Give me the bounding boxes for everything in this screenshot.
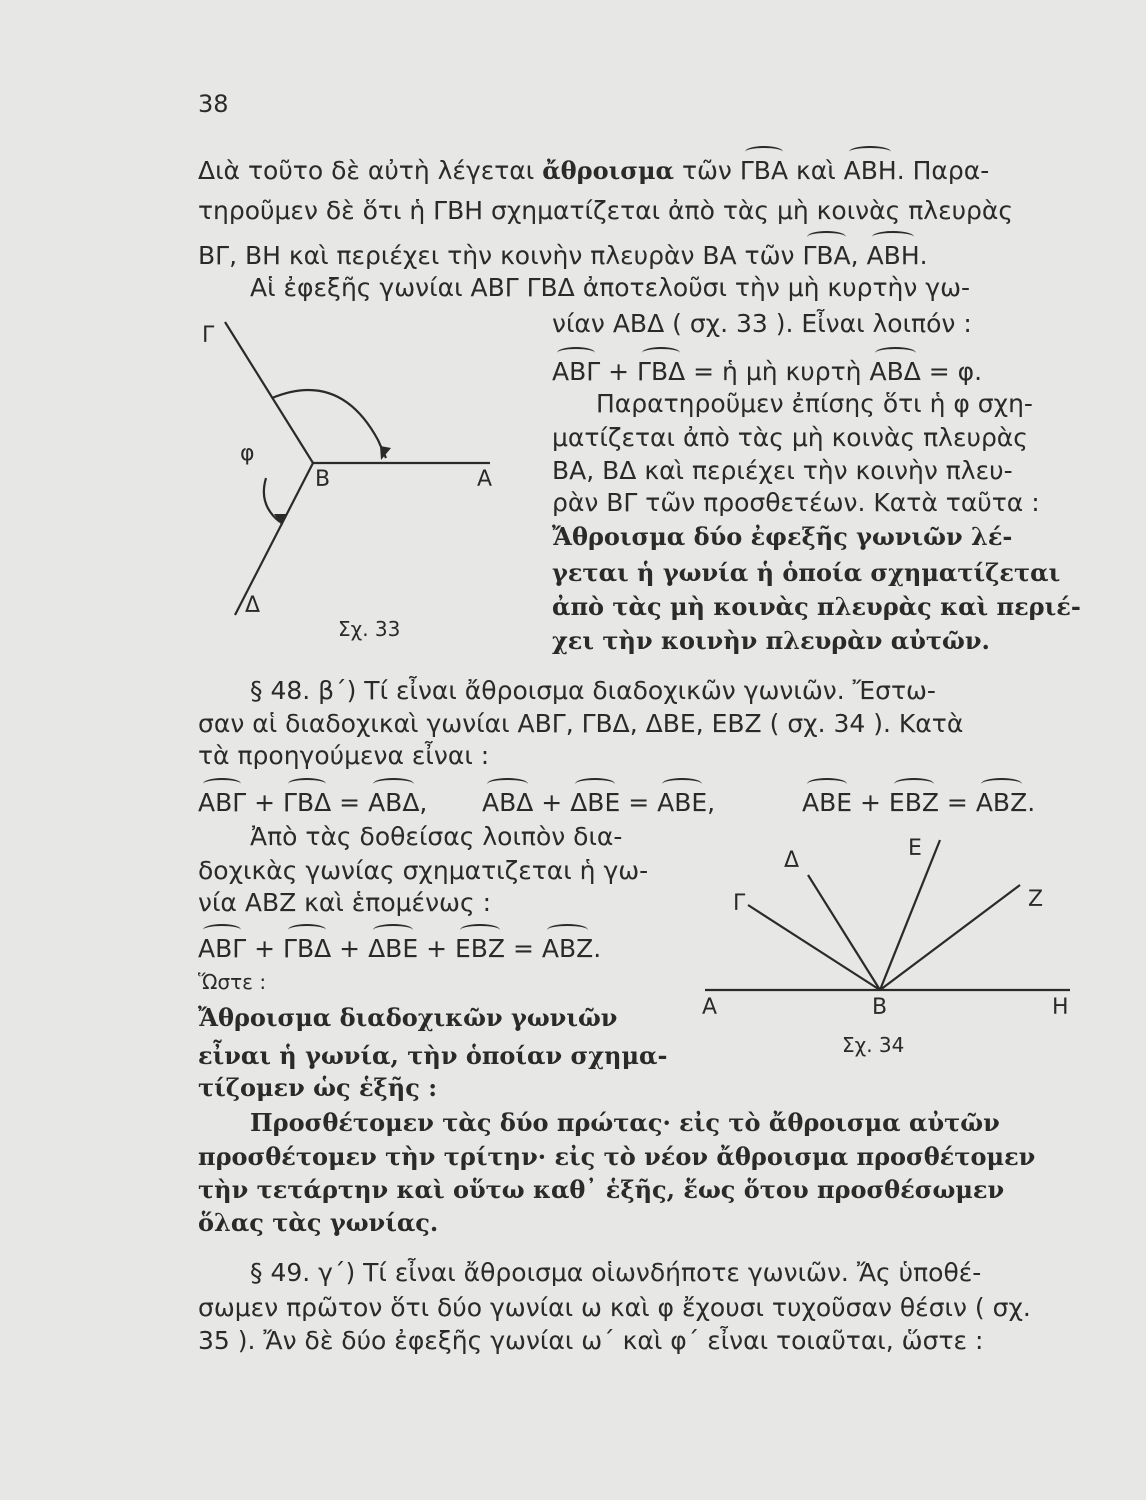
fig34-label-h: Η (1052, 995, 1069, 1020)
text-run: Διὰ τοῦτο δὲ αὐτὴ λέγεται (198, 156, 543, 185)
angle-abz: ΑΒΖ (975, 788, 1028, 817)
section-49-line-3: 35 ). Ἄν δὲ δύο ἐφεξῆς γωνίαι ω΄ καὶ φ΄ εἶναι τοιαῦται, ὥστε : (198, 1326, 984, 1355)
text-run: + (533, 788, 571, 817)
text-run: + (246, 788, 284, 817)
definition-2-line-7: ὅλας τὰς γωνίας. (198, 1208, 439, 1237)
angle-gbd: ΓΒΔ (283, 788, 332, 817)
fig33-label-a: Α (477, 467, 493, 492)
angle-abg: ΑΒΓ (552, 357, 601, 386)
text-run: , (707, 788, 716, 817)
text-run: + (852, 788, 889, 817)
angle-gbd: ΓΒΔ (637, 357, 686, 386)
section-49-line-1: § 49. γ΄) Τί εἶναι ἄθροισμα οἱωνδήποτε γωνιῶν. Ἄς ὑποθέ- (250, 1258, 982, 1287)
text-run: = (620, 788, 658, 817)
fig33-label-phi: φ (240, 441, 255, 466)
paragraph-1-line-1 (198, 155, 989, 187)
text-run: + (600, 357, 638, 386)
text-run: , (419, 788, 428, 817)
section-49-line-2: σωμεν πρῶτον ὅτι δύο γωνίαι ω καὶ φ ἔχουσι τυχοῦσαν θέσιν ( σχ. (198, 1293, 1031, 1322)
section-48-line-3: τὰ προηγούμενα εἶναι : (198, 741, 490, 770)
definition-1-line-1: Ἄθροισμα δύο ἐφεξῆς γωνιῶν λέ- (552, 522, 1013, 551)
section-48-line-2: σαν αἱ διαδοχικαὶ γωνίαι ΑΒΓ, ΓΒΔ, ΔΒΕ, ΕΒΖ ( σχ. 34 ). Κατὰ (198, 709, 964, 738)
equation-3 (802, 787, 1035, 819)
definition-1-line-2: γεται ἡ γωνία ἡ ὁποία σχηματίζεται (552, 558, 1061, 587)
fig33-label-b: Β (315, 467, 331, 492)
fig34-label-delta: Δ (784, 848, 800, 873)
fig34-label-a: Α (702, 995, 718, 1020)
fig34-caption: Σχ. 34 (842, 1033, 905, 1057)
fig34-label-e: Ε (908, 836, 922, 861)
text-run: καὶ (788, 156, 844, 185)
text-run: = φ. (920, 357, 983, 386)
definition-1-line-3: ἀπὸ τὰς μὴ κοινὰς πλευρὰς καὶ περιέ- (552, 592, 1081, 621)
fig34-label-b: Β (872, 995, 888, 1020)
angle-abg: ΑΒΓ (198, 788, 247, 817)
equation-1 (198, 787, 427, 819)
fig34-label-z: Ζ (1028, 887, 1044, 912)
formula-phi (552, 356, 982, 388)
angle-abz: ΑΒΖ (541, 934, 594, 963)
angle-abe: ΑΒΕ (657, 788, 708, 817)
angle-gba: ΓΒΑ (739, 156, 789, 185)
figure-33 (190, 300, 510, 740)
angle-gbd: ΓΒΔ (283, 934, 332, 963)
text-run: + (331, 934, 369, 963)
angle-abh: ΑΒΗ (866, 241, 920, 270)
definition-2-line-4: Προσθέτομεν τὰς δύο πρώτας· εἰς τὸ ἄθροισμα αὐτῶν (250, 1108, 1000, 1137)
figure-34 (700, 830, 1100, 1070)
fig33-label-gamma: Γ (202, 323, 215, 348)
section-48-line-9: Ὥστε : (198, 970, 267, 994)
paragraph-2-line-7: ρὰν ΒΓ τῶν προσθετέων. Κατὰ ταῦτα : (552, 488, 1040, 517)
text-run: = ἡ μὴ κυρτὴ (685, 357, 870, 386)
fig33-caption: Σχ. 33 (338, 617, 401, 641)
text-run: . (919, 241, 928, 270)
paragraph-1-line-2: τηροῦμεν δὲ ὅτι ἡ ΓΒΗ σχηματίζεται ἀπὸ τὰς μὴ κοινὰς πλευρὰς (198, 196, 1014, 225)
angle-abh: ΑΒΗ (843, 156, 897, 185)
definition-2-line-5: προσθέτομεν τὴν τρίτην· εἰς τὸ νέον ἄθροισμα προσθέτομεν (198, 1142, 1036, 1171)
angle-abe: ΑΒΕ (802, 788, 853, 817)
section-48-line-7: νία ΑΒΖ καὶ ἑπομένως : (198, 888, 492, 917)
text-run: τῶν (674, 156, 740, 185)
text-run: . (1027, 788, 1036, 817)
equation-4 (198, 933, 601, 965)
fig33-label-delta: Δ (245, 593, 261, 618)
angle-dbe: ΔΒΕ (570, 788, 621, 817)
angle-gba: ΓΒΑ (802, 241, 851, 270)
definition-2-line-2: εἶναι ἡ γωνία, τὴν ὁποίαν σχημα- (198, 1041, 668, 1070)
section-48-line-1: § 48. β΄) Τί εἶναι ἄθροισμα διαδοχικῶν γωνιῶν. Ἔστω- (250, 676, 936, 705)
angle-abd: ΑΒΔ (869, 357, 921, 386)
section-48-line-6: δοχικὰς γωνίας σχηματιζεται ἡ γω- (198, 856, 649, 885)
text-run: . (593, 934, 602, 963)
text-run: = (331, 788, 369, 817)
text-run: + (418, 934, 455, 963)
ray-bg (225, 322, 313, 463)
angle-ebz: ΕΒΖ (454, 934, 506, 963)
definition-2-line-6: τὴν τετάρτην καὶ οὕτω καθ᾽ ἑξῆς, ἕως ὅτου προσθέσωμεν (198, 1175, 1005, 1204)
section-48-line-5: Ἀπὸ τὰς δοθείσας λοιπὸν δια- (250, 822, 623, 851)
text-run: , (850, 241, 867, 270)
definition-2-line-3: τίζομεν ὡς ἑξῆς : (198, 1073, 438, 1102)
paragraph-2-line-1: Αἱ ἐφεξῆς γωνίαι ΑΒΓ ΓΒΔ ἀποτελοῦσι τὴν μὴ κυρτὴν γω- (250, 273, 971, 302)
text-run: + (246, 934, 284, 963)
paragraph-2-line-5: ματίζεται ἀπὸ τὰς μὴ κοινὰς πλευρὰς (552, 423, 1028, 452)
term-athroisma: ἄθροισμα (542, 156, 674, 185)
equation-2 (482, 787, 715, 819)
angle-abg: ΑΒΓ (198, 934, 247, 963)
text-run: ΒΓ, ΒΗ καὶ περιέχει τὴν κοινὴν πλευρὰν ΒΑ τῶν (198, 241, 803, 270)
definition-1-line-4: χει τὴν κοινὴν πλευρὰν αὐτῶν. (552, 626, 990, 655)
angle-abd: ΑΒΔ (368, 788, 420, 817)
fig34-label-gamma: Γ (733, 891, 746, 916)
paragraph-1-line-3 (198, 240, 928, 272)
page-number: 38 (198, 90, 229, 118)
ray-bg (748, 905, 880, 990)
definition-2-line-1: Ἄθροισμα διαδοχικῶν γωνιῶν (198, 1003, 618, 1032)
paragraph-2-line-2: νίαν ΑΒΔ ( σχ. 33 ). Εἶναι λοιπόν : (552, 309, 972, 338)
angle-dbe: ΔΒΕ (368, 934, 419, 963)
paragraph-2-line-6: ΒΑ, ΒΔ καὶ περιέχει τὴν κοινὴν πλευ- (552, 456, 1013, 485)
text-run: . Παρα- (896, 156, 990, 185)
paragraph-2-line-4: Παρατηροῦμεν ἐπίσης ὅτι ἡ φ σχη- (596, 389, 1033, 418)
ray-bd (808, 875, 880, 990)
angle-ebz: ΕΒΖ (888, 788, 939, 817)
text-run: = (505, 934, 542, 963)
text-run: = (938, 788, 976, 817)
angle-abd: ΑΒΔ (482, 788, 534, 817)
